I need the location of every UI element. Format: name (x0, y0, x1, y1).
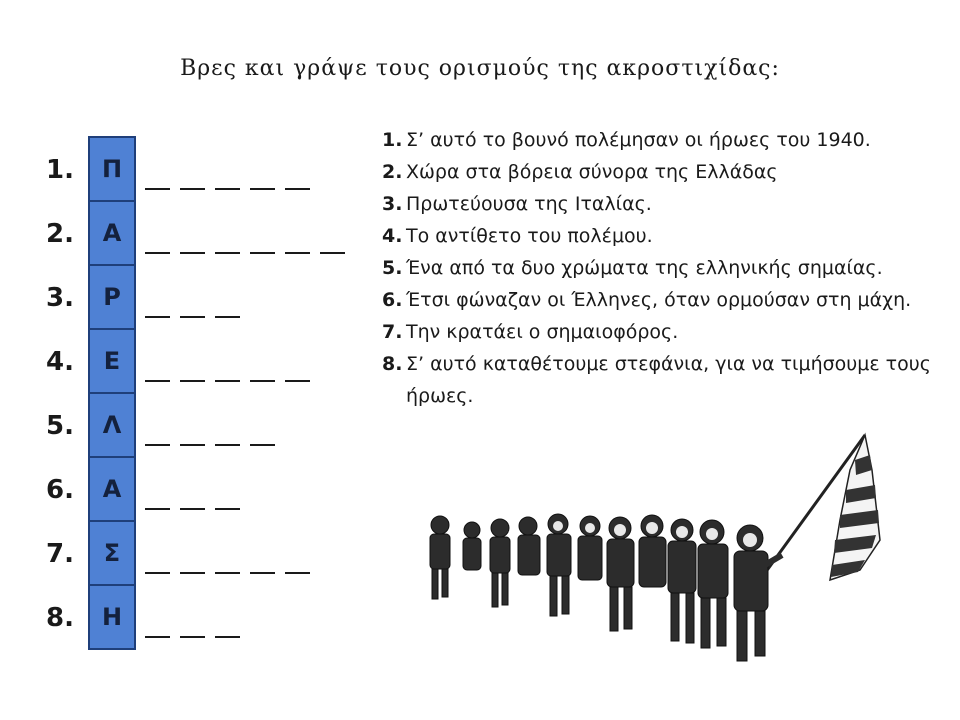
clue-text: Έτσι φώναζαν οι Έλληνες, όταν ορμούσαν στη μάχη. (406, 289, 912, 311)
answer-blanks[interactable] (145, 458, 240, 522)
acrostic-letter: Α (90, 202, 134, 266)
answer-blanks[interactable] (145, 138, 310, 202)
answer-blanks[interactable] (145, 586, 240, 650)
letter-blank[interactable] (250, 572, 275, 574)
clue-number: 6. (382, 289, 403, 311)
letter-blank[interactable] (250, 444, 275, 446)
acrostic-letter: Α (90, 458, 134, 522)
clue-text: Πρωτεύουσα της Ιταλίας. (406, 193, 652, 215)
acrostic-letter: Λ (90, 394, 134, 458)
letter-blank[interactable] (180, 508, 205, 510)
row-number: 4. (46, 347, 74, 377)
clue-text: Την κρατάει ο σημαιοφόρος. (406, 321, 679, 343)
clue-text: Χώρα στα βόρεια σύνορα της Ελλάδας (406, 161, 778, 183)
letter-blank[interactable] (285, 380, 310, 382)
clue-item (382, 188, 942, 220)
acrostic-letter: Ε (90, 330, 134, 394)
clue-item (382, 156, 942, 188)
row-number: 7. (46, 539, 74, 569)
letter-blank[interactable] (215, 636, 240, 638)
clue-item (382, 220, 942, 252)
answer-blanks[interactable] (145, 330, 310, 394)
greek-flag-icon (830, 435, 880, 580)
letter-blank[interactable] (320, 252, 345, 254)
clue-number: 3. (382, 193, 403, 215)
letter-blank[interactable] (180, 188, 205, 190)
clue-text: Ένα από τα δυο χρώματα της ελληνικής σημαίας. (406, 257, 883, 279)
answer-blanks[interactable] (145, 394, 275, 458)
letter-blank[interactable] (215, 572, 240, 574)
acrostic-letter: Π (90, 138, 134, 202)
acrostic-letter: Η (101, 603, 123, 631)
clue-item (382, 252, 942, 284)
letter-blank[interactable] (215, 444, 240, 446)
row-number: 8. (46, 603, 74, 633)
clue-number: 5. (382, 257, 403, 279)
letter-blank[interactable] (285, 188, 310, 190)
letter-blank[interactable] (285, 572, 310, 574)
clue-number: 8. (382, 353, 403, 375)
answer-blanks[interactable] (145, 522, 310, 586)
letter-blank[interactable] (285, 252, 310, 254)
acrostic-letter: Σ (90, 522, 134, 586)
letter-blank[interactable] (180, 380, 205, 382)
letter-blank[interactable] (250, 252, 275, 254)
letter-blank[interactable] (215, 252, 240, 254)
letter-blank[interactable] (215, 380, 240, 382)
clue-number: 2. (382, 161, 403, 183)
parade-illustration (410, 430, 890, 670)
row-number: 2. (46, 219, 74, 249)
clue-number: 7. (382, 321, 403, 343)
letter-blank[interactable] (145, 380, 170, 382)
letter-blank[interactable] (215, 188, 240, 190)
clue-item (382, 124, 942, 156)
answer-blanks[interactable] (145, 202, 345, 266)
letter-blank[interactable] (145, 316, 170, 318)
letter-blank[interactable] (215, 316, 240, 318)
letter-blank[interactable] (180, 316, 205, 318)
row-number: 3. (46, 283, 74, 313)
clue-item (382, 284, 942, 316)
clue-text: Το αντίθετο του πολέμου. (406, 225, 653, 247)
letter-blank[interactable] (180, 572, 205, 574)
worksheet-title: Βρες και γράψε τους ορισμούς της ακροστιχίδας: (180, 56, 780, 81)
letter-blank[interactable] (180, 444, 205, 446)
row-number: 1. (46, 155, 74, 185)
clue-number: 1. (382, 129, 403, 151)
answer-blanks[interactable] (145, 266, 240, 330)
acrostic-letter: Ρ (90, 266, 134, 330)
clue-item (382, 348, 942, 412)
letter-blank[interactable] (145, 508, 170, 510)
letter-blank[interactable] (145, 636, 170, 638)
letter-blank[interactable] (250, 188, 275, 190)
row-number: 6. (46, 475, 74, 505)
clue-item (382, 316, 942, 348)
clue-list (382, 124, 942, 412)
letter-blank[interactable] (180, 252, 205, 254)
letter-blank[interactable] (180, 636, 205, 638)
letter-blank[interactable] (145, 188, 170, 190)
letter-blank[interactable] (215, 508, 240, 510)
row-number: 5. (46, 411, 74, 441)
clue-text: Σ’ αυτό το βουνό πολέμησαν οι ήρωες του 1940. (406, 129, 871, 151)
letter-blank[interactable] (250, 380, 275, 382)
letter-blank[interactable] (145, 444, 170, 446)
letter-blank[interactable] (145, 252, 170, 254)
clue-text: Σ’ αυτό καταθέτουμε στεφάνια, για να τιμήσουμε τους ήρωες. (406, 353, 931, 407)
clue-number: 4. (382, 225, 403, 247)
acrostic-column (88, 136, 136, 650)
letter-blank[interactable] (145, 572, 170, 574)
